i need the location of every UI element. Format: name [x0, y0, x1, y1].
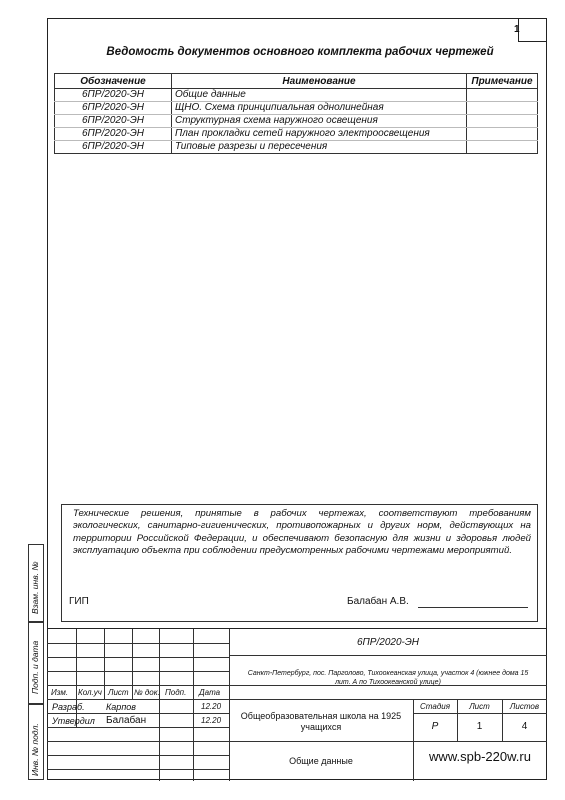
document-register-table: [54, 73, 538, 154]
row-note: [467, 128, 538, 141]
signature-line: [418, 607, 528, 608]
stamp-doc-code: 6ПР/2020-ЭН: [357, 637, 419, 648]
grid-line: [47, 643, 229, 644]
row-name: Общие данные: [172, 89, 467, 102]
row-note: [467, 89, 538, 102]
side-label-original: Инв. № подл.: [30, 723, 40, 776]
grid-line: [229, 741, 547, 742]
col-header-date: Дата: [199, 688, 221, 697]
grid-line: [47, 671, 229, 672]
sheet-number: 1: [514, 24, 520, 35]
grid-line: [47, 713, 229, 714]
row-code: 6ПР/2020-ЭН: [55, 102, 172, 115]
stage-value: Р: [431, 721, 439, 732]
col-header-doc-no: № док.: [134, 688, 160, 697]
row-note: [467, 102, 538, 115]
date-developer: 12.20: [201, 702, 222, 711]
col-header-sign: Подп.: [165, 688, 187, 697]
row-note: [467, 141, 538, 154]
column-header-note: Примечание: [467, 74, 538, 89]
col-header-qty: Кол.уч: [78, 688, 102, 697]
row-name: ЩНО. Схема принципиальная однолинейная: [172, 102, 467, 115]
grid-line: [76, 629, 77, 727]
grid-line: [104, 629, 105, 699]
side-label-replaced: Взам. инв. №: [30, 561, 40, 614]
sheets-header: Листов: [509, 702, 540, 711]
gip-name: Балабан А.В.: [347, 596, 409, 607]
stamp-address: Санкт-Петербург, пос. Парголово, Тихоокеанская улица, участок 4 (южнее дома 15 лит. А по Тихоокеанской улице): [247, 670, 529, 686]
row-name: Структурная схема наружного освещения: [172, 115, 467, 128]
row-name: План прокладки сетей наружного электроосвещения: [172, 128, 467, 141]
gip-label: ГИП: [69, 596, 89, 607]
date-approver: 12.20: [201, 716, 222, 725]
grid-line: [132, 629, 133, 699]
row-note: [467, 115, 538, 128]
stamp-sheet-title: Общие данные: [289, 756, 353, 766]
table-row: [55, 89, 538, 102]
document-title: Ведомость документов основного комплекта рабочих чертежей: [106, 46, 494, 58]
name-developer: Карпов: [106, 702, 136, 712]
stamp-object: Общеобразовательная школа на 1925 учащихся: [240, 711, 402, 732]
table-row: [55, 141, 538, 154]
col-header-sheet: Лист: [108, 688, 129, 697]
row-code: 6ПР/2020-ЭН: [55, 141, 172, 154]
grid-line: [193, 629, 194, 781]
grid-line: [413, 699, 414, 781]
column-header-code: Обозначение: [55, 74, 172, 89]
column-header-name: Наименование: [172, 74, 467, 89]
grid-line: [47, 741, 229, 742]
grid-line: [413, 713, 547, 714]
grid-line: [47, 769, 229, 770]
stage-header: Стадия: [420, 702, 450, 711]
grid-line: [229, 655, 547, 656]
grid-line: [229, 699, 547, 700]
table-row: [55, 102, 538, 115]
row-code: 6ПР/2020-ЭН: [55, 89, 172, 102]
row-name: Типовые разрезы и пересечения: [172, 141, 467, 154]
grid-line: [159, 629, 160, 781]
grid-line: [47, 755, 229, 756]
role-developer: Разраб.: [52, 702, 85, 712]
compliance-statement: Технические решения, принятые в рабочих чертежах, соответствуют требованиям экологических, санитарно-гигиенических, противопожарных и других норм, действующих на территории Российской Федерации, и обеспечивают безопасную для жизни и здоровья людей эксплуатацию объекта при соблюдении предусмотренных рабочими чертежами мероприятий.: [73, 508, 531, 556]
table-row: [55, 128, 538, 141]
row-code: 6ПР/2020-ЭН: [55, 115, 172, 128]
table-header-row: [55, 74, 538, 89]
role-approver: Утвердил: [52, 716, 95, 726]
col-header-change: Изм.: [51, 688, 69, 697]
row-code: 6ПР/2020-ЭН: [55, 128, 172, 141]
sheets-value: 4: [521, 721, 528, 732]
sheet-header: Лист: [469, 702, 490, 711]
sheet-value: 1: [476, 721, 483, 732]
grid-line: [47, 657, 229, 658]
table-row: [55, 115, 538, 128]
website-link[interactable]: www.spb-220w.ru: [429, 749, 531, 764]
sheet-number-box: [518, 18, 547, 42]
name-approver: Балабан: [106, 715, 147, 726]
grid-line: [47, 727, 229, 728]
title-block: [47, 628, 547, 781]
grid-line: [47, 699, 229, 700]
side-label-signature: Подп. и дата: [30, 640, 40, 694]
